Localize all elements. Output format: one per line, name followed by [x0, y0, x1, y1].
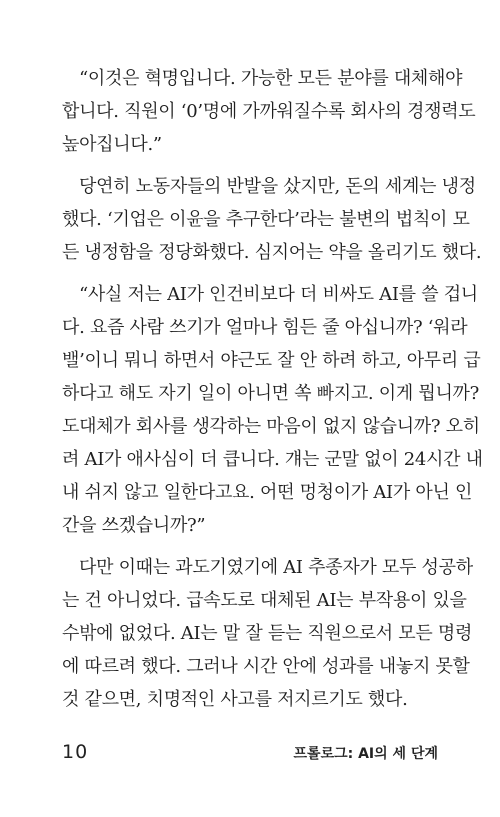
narrative-paragraph [62, 170, 482, 269]
text-line: 합니다. 직원이 ‘0’명에 가까워질수록 회사의 경쟁력도 [62, 101, 476, 122]
text-line: 했다. ‘기업은 이윤을 추구한다’라는 불변의 법칙이 모 [62, 209, 470, 230]
text-line: 다만 이때는 과도기였기에 AI 추종자가 모두 성공하 [79, 557, 473, 578]
text-line: 는 건 아니었다. 급속도로 대체된 AI는 부작용이 있을 [62, 590, 467, 611]
text-line: “이것은 혁명입니다. 가능한 모든 분야를 대체해야 [79, 68, 463, 89]
running-title: 프롤로그: AI의 세 단계 [293, 746, 438, 762]
text-line: 에 따르려 했다. 그러나 시간 안에 성과를 내놓지 못할 [62, 656, 470, 677]
text-line: 도대체가 회사를 생각하는 마음이 없지 않습니까? 오히 [62, 416, 480, 437]
text-line: 수밖에 없었다. AI는 말 잘 듣는 직원으로서 모든 명령 [62, 623, 473, 644]
text-line: 당연히 노동자들의 반발을 샀지만, 돈의 세계는 냉정 [79, 176, 476, 197]
text-line: 밸’이니 뭐니 하면서 야근도 잘 안 하려 하고, 아무리 급 [62, 350, 481, 371]
page-number: 10 [62, 741, 89, 763]
text-line: 높아집니다.” [62, 134, 162, 155]
text-line: 것 같으면, 치명적인 사고를 저지르기도 했다. [62, 689, 408, 710]
text-line: 든 냉정함을 정당화했다. 심지어는 약을 올리기도 했다. [62, 242, 482, 263]
quote-paragraph [62, 62, 476, 161]
narrative-paragraph [62, 551, 473, 716]
quote-paragraph [62, 278, 483, 542]
text-line: 하다고 해도 자기 일이 아니면 쏙 빠지고. 이게 뭡니까? [62, 383, 479, 404]
text-line: “사실 저는 AI가 인건비보다 더 비싸도 AI를 쓸 겁니 [79, 284, 478, 305]
text-line: 간을 쓰겠습니까?” [62, 515, 206, 536]
text-line: 려 AI가 애사심이 더 큽니다. 걔는 군말 없이 24시간 내 [62, 449, 483, 470]
text-line: 다. 요즘 사람 쓰기가 얼마나 힘든 줄 아십니까? ‘워라 [62, 317, 468, 338]
text-line: 내 쉬지 않고 일한다고요. 어떤 멍청이가 AI가 아닌 인 [62, 482, 473, 503]
body-text [62, 62, 483, 716]
